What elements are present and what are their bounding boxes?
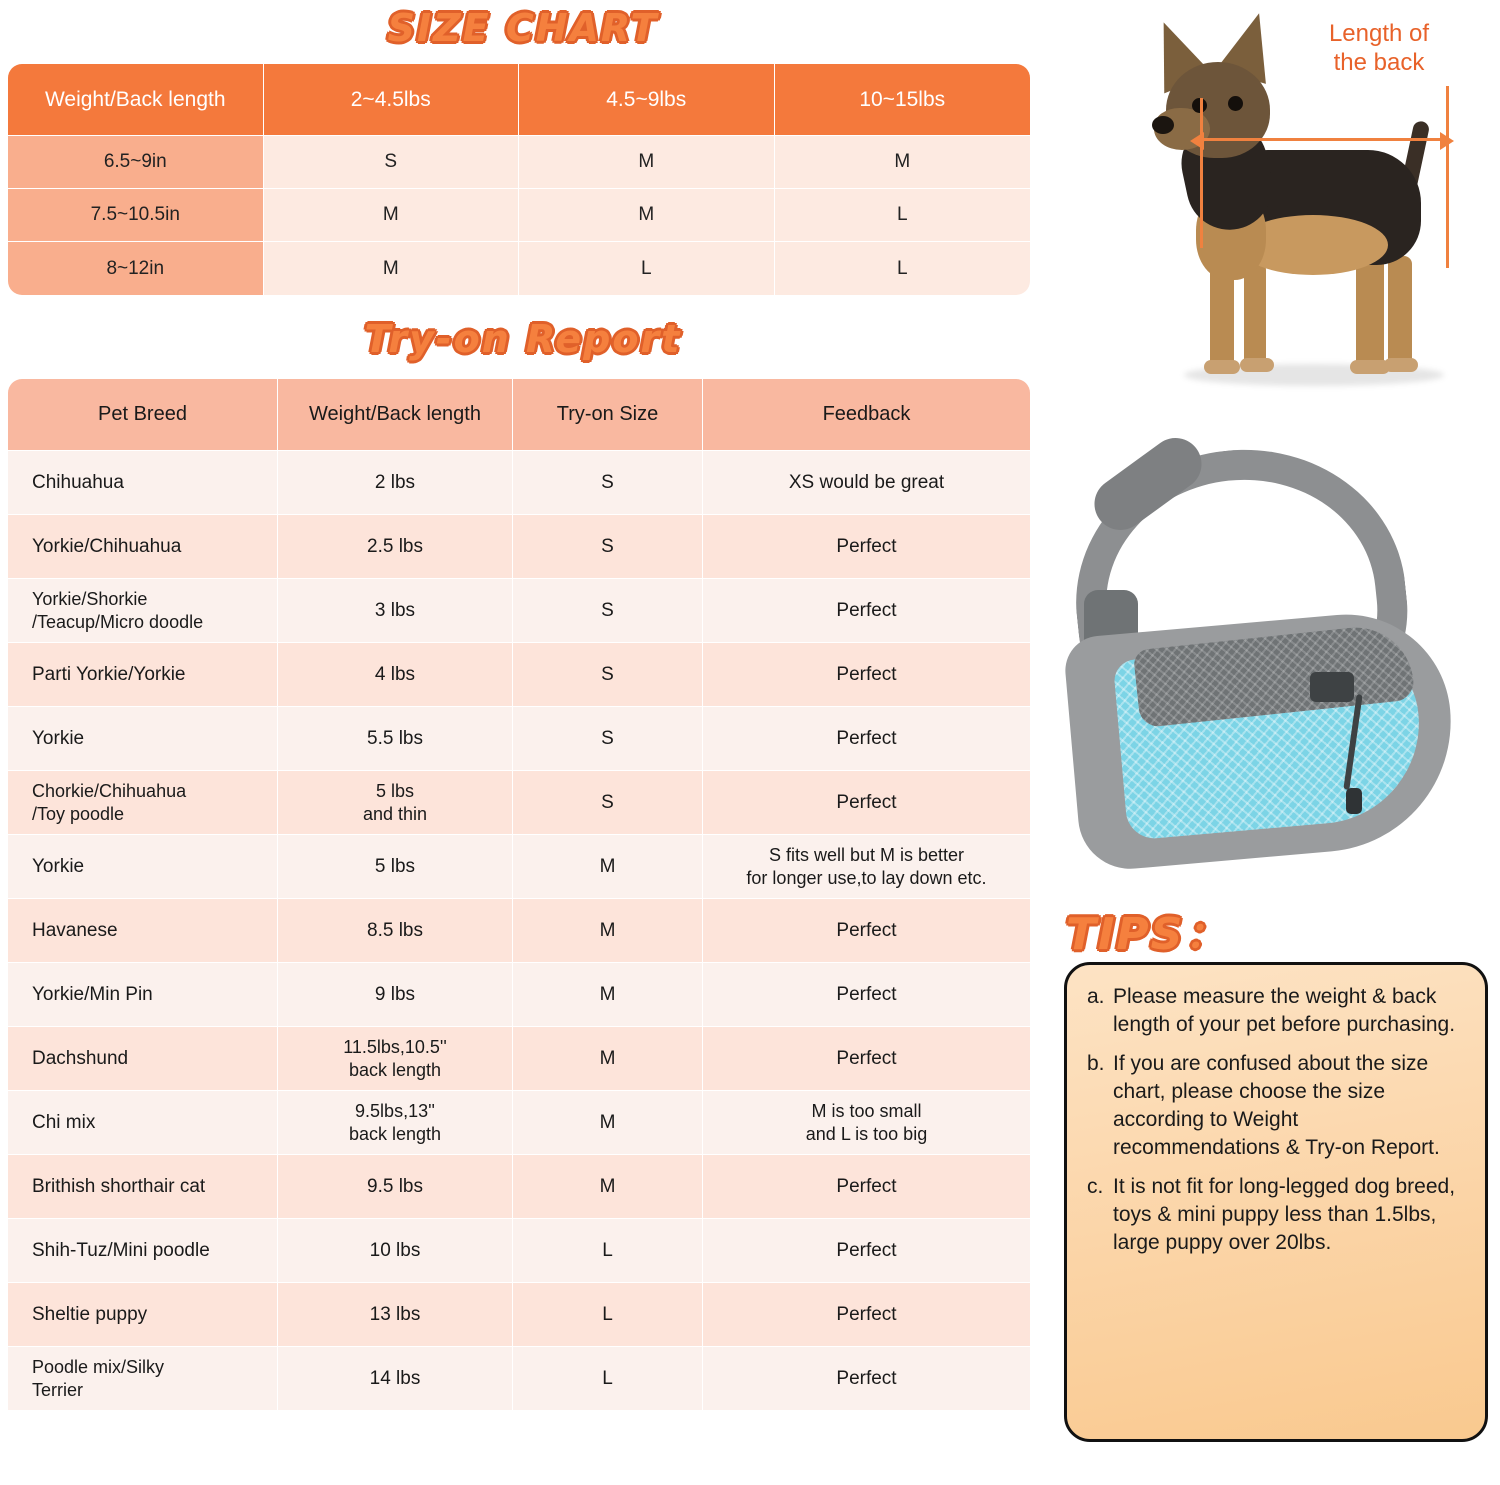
table-row xyxy=(8,707,1030,771)
tryon-cell-size: S xyxy=(513,451,703,515)
tryon-cell-size: L xyxy=(513,1347,703,1411)
size-chart-cell: M xyxy=(519,136,775,189)
size-chart-cell: 8~12in xyxy=(8,242,264,295)
size-chart-table xyxy=(8,64,1030,295)
table-row xyxy=(8,1155,1030,1219)
tryon-cell-breed: Chihuahua xyxy=(8,451,278,515)
tryon-cell-size: S xyxy=(513,515,703,579)
table-row xyxy=(8,963,1030,1027)
measure-tick-start xyxy=(1200,98,1203,248)
tryon-cell-breed: Brithish shorthair cat xyxy=(8,1155,278,1219)
size-chart-cell: 6.5~9in xyxy=(8,136,264,189)
tryon-cell-weight: 9.5 lbs xyxy=(278,1155,513,1219)
tryon-cell-breed: Dachshund xyxy=(8,1027,278,1091)
tryon-cell-breed: Poodle mix/Silky Terrier xyxy=(8,1347,278,1411)
tryon-cell-size: M xyxy=(513,835,703,899)
table-row xyxy=(8,771,1030,835)
tryon-cell-breed: Chorkie/Chihuahua /Toy poodle xyxy=(8,771,278,835)
tip-bullet: c. xyxy=(1087,1175,1104,1199)
measure-tick-end xyxy=(1446,86,1449,268)
size-chart-header xyxy=(8,64,1030,136)
arrow-right-icon xyxy=(1440,132,1454,150)
tips-title: TIPS： xyxy=(1066,909,1231,960)
tryon-cell-size: M xyxy=(513,963,703,1027)
table-row xyxy=(8,1283,1030,1347)
tip-item xyxy=(1087,1050,1467,1161)
size-chart-cell: L xyxy=(775,242,1031,295)
tryon-cell-size: L xyxy=(513,1219,703,1283)
tryon-cell-breed: Havanese xyxy=(8,899,278,963)
left-column xyxy=(8,0,1038,1411)
dog-paw xyxy=(1240,358,1274,372)
tryon-cell-feedback: Perfect xyxy=(703,1155,1030,1219)
size-chart-cell: 7.5~10.5in xyxy=(8,189,264,242)
tryon-cell-feedback: XS would be great xyxy=(703,451,1030,515)
dog-measurement-photo xyxy=(1048,0,1492,405)
tryon-cell-size: S xyxy=(513,771,703,835)
tryon-cell-breed: Yorkie xyxy=(8,835,278,899)
tryon-cell-breed: Yorkie/Shorkie /Teacup/Micro doodle xyxy=(8,579,278,643)
table-row xyxy=(8,835,1030,899)
tryon-cell-breed: Yorkie xyxy=(8,707,278,771)
table-row xyxy=(8,189,1030,242)
table-row xyxy=(8,579,1030,643)
size-chart-title: SIZE CHART xyxy=(387,6,659,50)
tryon-report-table xyxy=(8,379,1030,1411)
tryon-cell-breed: Chi mix xyxy=(8,1091,278,1155)
table-row xyxy=(8,515,1030,579)
tryon-cell-weight: 9 lbs xyxy=(278,963,513,1027)
tips-box xyxy=(1064,962,1488,1442)
table-row xyxy=(8,1347,1030,1411)
tryon-cell-feedback: Perfect xyxy=(703,1219,1030,1283)
tip-bullet: a. xyxy=(1087,985,1105,1008)
size-chart-cell: M xyxy=(519,189,775,242)
tryon-cell-size: S xyxy=(513,579,703,643)
carrier-buckle xyxy=(1310,672,1354,702)
tryon-header xyxy=(8,379,1030,451)
table-row xyxy=(8,643,1030,707)
dog-paw xyxy=(1384,358,1418,372)
back-length-label: Length of the back xyxy=(1328,20,1430,76)
tryon-col-breed: Pet Breed xyxy=(8,379,278,451)
table-row xyxy=(8,1027,1030,1091)
tryon-cell-feedback: S fits well but M is better for longer use,to lay down etc. xyxy=(703,835,1030,899)
table-row xyxy=(8,1219,1030,1283)
carrier-zipper-pull xyxy=(1346,788,1362,814)
tryon-cell-weight: 4 lbs xyxy=(278,643,513,707)
table-row xyxy=(8,64,1030,136)
tryon-col-feedback: Feedback xyxy=(703,379,1030,451)
dog-nose xyxy=(1152,116,1174,134)
tryon-report-title: Try-on Report xyxy=(364,317,682,361)
tryon-cell-weight: 2 lbs xyxy=(278,451,513,515)
tryon-cell-weight: 14 lbs xyxy=(278,1347,513,1411)
carrier-product-photo xyxy=(1058,440,1488,880)
size-chart-col-3: 10~15lbs xyxy=(775,64,1031,136)
dog-leg xyxy=(1388,256,1412,368)
right-column xyxy=(1048,0,1492,1485)
tryon-cell-breed: Shih-Tuz/Mini poodle xyxy=(8,1219,278,1283)
tip-item xyxy=(1087,983,1467,1038)
tip-text: Please measure the weight & back length of your pet before purchasing. xyxy=(1113,985,1456,1036)
tryon-cell-feedback: Perfect xyxy=(703,643,1030,707)
tryon-cell-size: S xyxy=(513,643,703,707)
dog-eye xyxy=(1228,96,1243,111)
tryon-cell-feedback: Perfect xyxy=(703,771,1030,835)
tryon-cell-weight: 5 lbs xyxy=(278,835,513,899)
tryon-cell-weight: 13 lbs xyxy=(278,1283,513,1347)
table-row xyxy=(8,242,1030,295)
tryon-cell-weight: 3 lbs xyxy=(278,579,513,643)
size-chart-cell: S xyxy=(264,136,520,189)
size-chart-col-0: Weight/Back length xyxy=(8,64,264,136)
size-chart-cell: M xyxy=(264,242,520,295)
arrow-left-icon xyxy=(1190,132,1204,150)
tryon-body xyxy=(8,451,1030,1411)
size-chart-body xyxy=(8,136,1030,295)
tryon-cell-size: M xyxy=(513,899,703,963)
tryon-cell-feedback: Perfect xyxy=(703,1027,1030,1091)
tryon-cell-weight: 2.5 lbs xyxy=(278,515,513,579)
tryon-cell-feedback: Perfect xyxy=(703,1347,1030,1411)
tryon-cell-weight: 11.5lbs,10.5'' back length xyxy=(278,1027,513,1091)
tip-bullet: b. xyxy=(1087,1052,1105,1076)
tip-text: It is not fit for long-legged dog breed, toys & mini puppy less than 1.5lbs, large puppy over 20lbs. xyxy=(1113,1175,1456,1254)
tryon-cell-breed: Yorkie/Chihuahua xyxy=(8,515,278,579)
tryon-cell-size: M xyxy=(513,1027,703,1091)
tryon-cell-feedback: Perfect xyxy=(703,963,1030,1027)
table-row xyxy=(8,136,1030,189)
table-row xyxy=(8,451,1030,515)
table-row xyxy=(8,899,1030,963)
tip-item xyxy=(1087,1173,1467,1256)
size-chart-col-2: 4.5~9lbs xyxy=(519,64,775,136)
tryon-cell-feedback: Perfect xyxy=(703,579,1030,643)
tryon-col-weight: Weight/Back length xyxy=(278,379,513,451)
size-chart-cell: L xyxy=(519,242,775,295)
dog-leg xyxy=(1244,262,1266,368)
tryon-cell-size: M xyxy=(513,1155,703,1219)
size-chart-cell: M xyxy=(264,189,520,242)
tryon-cell-weight: 9.5lbs,13'' back length xyxy=(278,1091,513,1155)
tryon-cell-weight: 5 lbs and thin xyxy=(278,771,513,835)
size-chart-col-1: 2~4.5lbs xyxy=(264,64,520,136)
tryon-cell-weight: 10 lbs xyxy=(278,1219,513,1283)
size-chart-cell: L xyxy=(775,189,1031,242)
tryon-cell-weight: 8.5 lbs xyxy=(278,899,513,963)
dog-leg xyxy=(1356,252,1384,368)
tip-text: If you are confused about the size chart, please choose the size according to Weight recommendations & Try-on Report. xyxy=(1113,1052,1440,1159)
table-row xyxy=(8,1091,1030,1155)
tryon-cell-breed: Parti Yorkie/Yorkie xyxy=(8,643,278,707)
tryon-cell-size: L xyxy=(513,1283,703,1347)
tryon-col-size: Try-on Size xyxy=(513,379,703,451)
tryon-cell-feedback: Perfect xyxy=(703,707,1030,771)
size-chart-cell: M xyxy=(775,136,1031,189)
tryon-cell-feedback: M is too small and L is too big xyxy=(703,1091,1030,1155)
table-row xyxy=(8,379,1030,451)
tryon-cell-size: M xyxy=(513,1091,703,1155)
tryon-cell-size: S xyxy=(513,707,703,771)
tryon-cell-breed: Sheltie puppy xyxy=(8,1283,278,1347)
tryon-cell-feedback: Perfect xyxy=(703,1283,1030,1347)
tryon-cell-feedback: Perfect xyxy=(703,899,1030,963)
tryon-cell-feedback: Perfect xyxy=(703,515,1030,579)
tryon-cell-breed: Yorkie/Min Pin xyxy=(8,963,278,1027)
measure-arrow-line xyxy=(1200,138,1448,141)
dog-paw xyxy=(1204,360,1240,374)
tryon-cell-weight: 5.5 lbs xyxy=(278,707,513,771)
